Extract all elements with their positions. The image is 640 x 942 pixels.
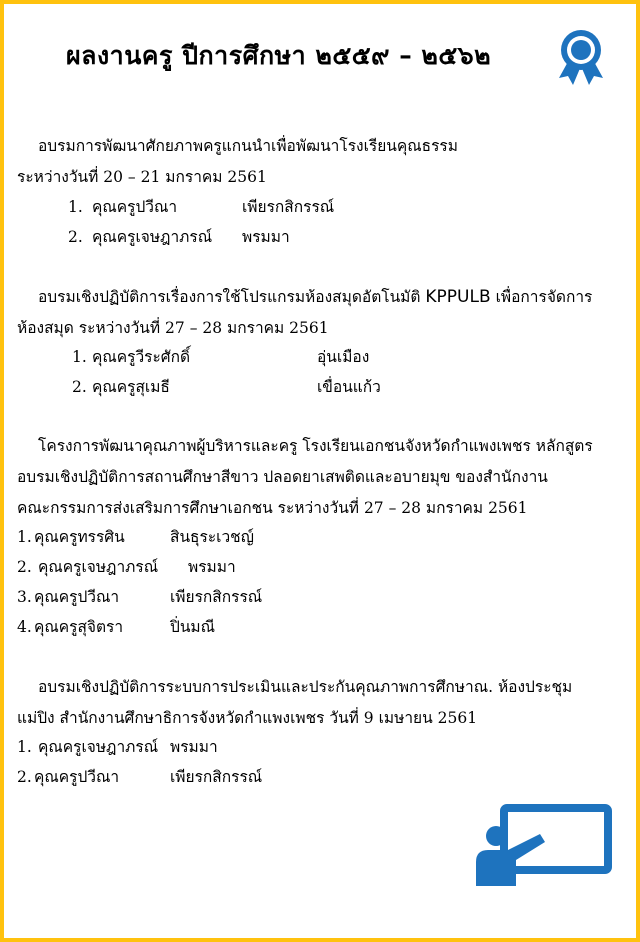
person-name: คุณครูทรรศิน bbox=[34, 528, 125, 546]
person-name: คุณครูปวีณา bbox=[34, 588, 120, 606]
person-name: คุณครูเจษฎาภรณ์ bbox=[38, 558, 159, 576]
person-surname: เพียรกสิกรรณ์ bbox=[170, 588, 263, 606]
program-name: KPPULB bbox=[425, 287, 491, 307]
list-item-number: 1. bbox=[72, 348, 87, 366]
section-1-title: อบรมการพัฒนาศักยภาพครูแกนนำเพื่อพัฒนาโรงเรียนคุณธรรม bbox=[38, 137, 458, 155]
page-title: ผลงานครู ปีการศึกษา ๒๕๕๙ – ๒๕๖๒ bbox=[66, 41, 492, 70]
list-item-number: 3. bbox=[17, 588, 32, 606]
person-surname: เขื่อนแก้ว bbox=[317, 378, 381, 396]
person-surname: สินธุระเวชญ์ bbox=[170, 528, 254, 546]
person-surname: พรมมา bbox=[170, 738, 218, 756]
list-item-number: 2. bbox=[72, 378, 87, 396]
section-2-title bbox=[38, 287, 592, 307]
person-surname: พรมมา bbox=[242, 228, 290, 246]
person-name: คุณครูสุจิตรา bbox=[34, 618, 124, 636]
list-item-number: 4. bbox=[17, 618, 32, 636]
list-item-number: 2. bbox=[17, 558, 32, 576]
person-name: คุณครูปวีณา bbox=[92, 198, 178, 216]
person-name: คุณครูปวีณา bbox=[34, 768, 120, 786]
section-2-date: ห้องสมุด ระหว่างวันที่ 27 – 28 มกราคม 2561 bbox=[17, 319, 329, 337]
section-1-date: ระหว่างวันที่ 20 – 21 มกราคม 2561 bbox=[17, 168, 267, 186]
person-surname: ปิ่นมณี bbox=[170, 618, 216, 636]
section-4-date: แม่ปิง สำนักงานศึกษาธิการจังหวัดกำแพงเพชร วันที่ 9 เมษายน 2561 bbox=[17, 709, 478, 727]
person-name: คุณครูสุเมธี bbox=[92, 378, 170, 396]
list-item-number: 1. bbox=[17, 738, 32, 756]
section-2-title-tail: เพื่อการจัดการ bbox=[495, 288, 593, 306]
person-surname: พรมมา bbox=[188, 558, 236, 576]
person-surname: เพียรกสิกรรณ์ bbox=[170, 768, 263, 786]
list-item-number: 1. bbox=[68, 198, 83, 216]
section-3-line-2: อบรมเชิงปฏิบัติการสถานศึกษาสีขาว ปลอดยาเสพติดและอบายมุข ของสำนักงาน bbox=[17, 468, 548, 486]
section-2-title-text: อบรมเชิงปฏิบัติการเรื่องการใช้โปรแกรมห้องสมุดอัตโนมัติ bbox=[38, 288, 421, 306]
list-item-number: 2. bbox=[17, 768, 32, 786]
person-surname: เพียรกสิกรรณ์ bbox=[242, 198, 335, 216]
teacher-board-icon bbox=[474, 804, 612, 886]
person-surname: อุ่นเมือง bbox=[317, 348, 370, 366]
list-item-number: 1. bbox=[17, 528, 32, 546]
list-item-number: 2. bbox=[68, 228, 83, 246]
person-name: คุณครูวีระศักดิ์ bbox=[92, 348, 191, 366]
section-4-title: อบรมเชิงปฏิบัติการระบบการประเมินและประกันคุณภาพการศึกษาณ. ห้องประชุม bbox=[38, 678, 573, 696]
person-name: คุณครูเจษฎาภรณ์ bbox=[38, 738, 159, 756]
award-ribbon-icon bbox=[555, 28, 607, 86]
section-3-date: คณะกรรมการส่งเสริมการศึกษาเอกชน ระหว่างวันที่ 27 – 28 มกราคม 2561 bbox=[17, 499, 528, 517]
section-3-title: โครงการพัฒนาคุณภาพผู้บริหารและครู โรงเรียนเอกชนจังหวัดกำแพงเพชร หลักสูตร bbox=[38, 437, 593, 455]
person-name: คุณครูเจษฎาภรณ์ bbox=[92, 228, 213, 246]
